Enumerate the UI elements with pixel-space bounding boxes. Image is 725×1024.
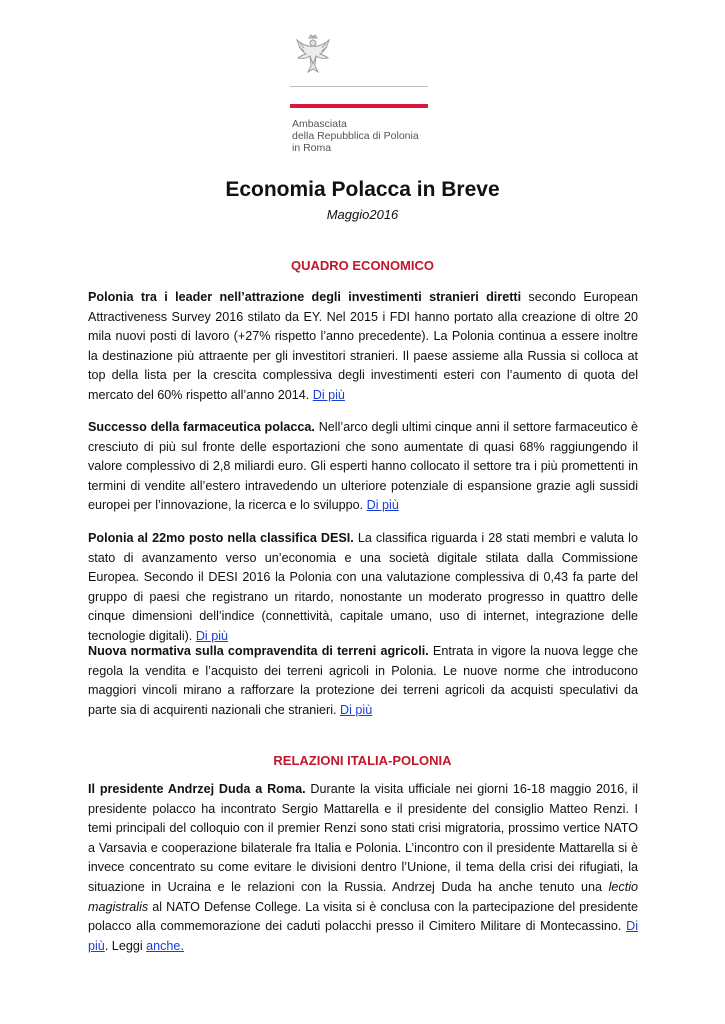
document-date: Maggio2016 bbox=[326, 207, 399, 222]
letterhead-red-rule bbox=[290, 104, 428, 108]
paragraph-body-cont: al NATO Defense College. La visita si è conclusa con la partecipazione del presidente polacco alla commemorazione dei caduti polacchi presso il Cimitero Militare di Montecassino. bbox=[88, 899, 638, 934]
paragraph-lead: Nuova normativa sulla compravendita di terreni agricoli. bbox=[88, 644, 429, 658]
paragraph-fdi bbox=[88, 288, 638, 406]
paragraph-body: Nell’arco degli ultimi cinque anni il settore farmaceutico è cresciuto di più sul fronte delle esportazioni che sono aumentate di quasi 68% raggiungendo il valore complessivo di 2,8 miliardi euro. Gli esperti hanno collocato il settore tra i più promettenti in termini di vendite all’estero intravedendo un ulteriore potenziale di espansione grazie agli sussidi europei per l’innovazione, la ricerca e lo sviluppo. bbox=[88, 420, 639, 513]
di-piu-link[interactable]: Di più bbox=[312, 387, 345, 402]
di-piu-link[interactable]: Di più bbox=[195, 628, 229, 643]
paragraph-body: Durante la visita ufficiale nei giorni 16-18 maggio 2016, il presidente polacco ha incontrato Sergio Mattarella e il presidente del consiglio Matteo Renzi. I temi principali del colloquio con il premier Renzi sono stati crisi migratoria, prossimo vertice NATO a Varsavia e cooperazione bilaterale fra Italia e Polonia. L’incontro con il presidente Mattarella si è invece concentrato su come evitare le divisioni dentro l’Unione, il tema della crisi dei rifugiati, la situazione in Ucraina e le relazioni con la Russia. Andrzej Duda ha anche tenuto una bbox=[88, 782, 639, 894]
paragraph-lead: Polonia al 22mo posto nella classifica DESI. bbox=[88, 531, 354, 545]
paragraph-body: Entrata in vigore la nuova legge che regola la vendita e l’acquisto dei terreni agricoli in Polonia. Le nuove norme che introducono maggiori vincoli mirano a rafforzare la protezione dei terreni agricoli da acquisti speculativi da parte sia di acquirenti nazionali che stranieri. bbox=[88, 644, 638, 717]
di-piu-link[interactable]: Di più bbox=[366, 498, 399, 513]
paragraph-italic: lectio magistralis bbox=[88, 879, 638, 914]
section-heading-relazioni-italia-polonia: RELAZIONI ITALIA-POLONIA bbox=[273, 753, 452, 768]
paragraph-lead: Il presidente Andrzej Duda a Roma. bbox=[88, 782, 306, 796]
section-heading-quadro-economico: QUADRO ECONOMICO bbox=[291, 258, 434, 273]
di-piu-link[interactable]: Di più bbox=[340, 702, 373, 717]
polish-eagle-emblem-icon bbox=[294, 34, 332, 78]
paragraph-body: La classifica riguarda i 28 stati membri e valuta lo stato di avanzamento verso un’economia e una società digitale stilata dalla Commissione Europea. Secondo il DESI 2016 la Polonia con una valutazione complessiva di 0,43 fa parte del gruppo di paesi che registrano un ritardo, nonostante un moderato progresso in quattro delle cinque dimensioni dell’indice (connettività, capitale umano, uso di internet, integrazione delle tecnologie digitali). bbox=[88, 531, 638, 643]
paragraph-body: secondo European Attractiveness Survey 2016 stilato da EY. Nel 2015 i FDI hanno portato alla creazione di oltre 20 mila nuovi posti di lavoro (+27% rispetto l’anno precedente). La Polonia continua a essere inoltre la destinazione più attraente per gli investitori stranieri. Il paese assieme alla Russia si colloca at top della lista per la crescita complessiva degli investimenti esteri con l’aumento di quota del mercato del 60% rispetto all’anno 2014. bbox=[88, 290, 638, 402]
embassy-line-2: della Repubblica di Polonia bbox=[292, 130, 419, 142]
paragraph-desi bbox=[88, 529, 638, 647]
paragraph-farmaceutica bbox=[88, 418, 638, 516]
paragraph-leggi-text: . Leggi bbox=[104, 938, 147, 953]
embassy-name bbox=[292, 118, 419, 154]
di-piu-link[interactable]: Di più bbox=[88, 919, 638, 953]
paragraph-duda-roma bbox=[88, 780, 638, 956]
anche-link[interactable]: anche. bbox=[146, 938, 184, 953]
paragraph-terreni-agricoli bbox=[88, 642, 638, 720]
letterhead-gray-rule bbox=[290, 86, 428, 87]
document-title: Economia Polacca in Breve bbox=[225, 178, 500, 201]
embassy-line-3: in Roma bbox=[292, 142, 332, 154]
paragraph-lead: Successo della farmaceutica polacca. bbox=[88, 420, 315, 434]
embassy-line-1: Ambasciata bbox=[292, 118, 347, 130]
paragraph-lead: Polonia tra i leader nell’attrazione degli investimenti stranieri diretti bbox=[88, 290, 522, 304]
